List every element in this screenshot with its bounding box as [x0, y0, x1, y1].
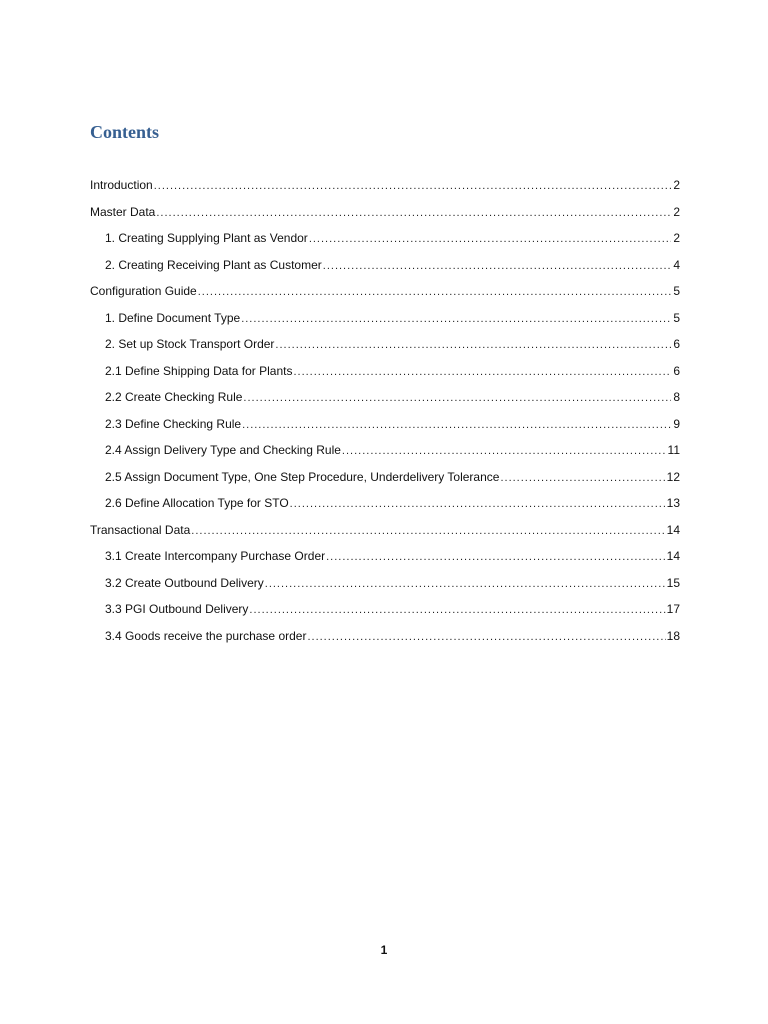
toc-entry-page: 2 [673, 231, 680, 245]
toc-entry-label: 3.2 Create Outbound Delivery [105, 575, 264, 590]
toc-entry-page: 17 [666, 602, 680, 616]
toc-entry[interactable] [90, 629, 680, 656]
toc-dot-leader [191, 525, 665, 537]
toc-dot-leader [323, 260, 671, 272]
toc-dot-leader [198, 286, 671, 298]
toc-entry-page: 8 [673, 390, 680, 404]
toc-dot-leader [265, 578, 666, 590]
toc-entry-label: 2.4 Assign Delivery Type and Checking Rule [105, 443, 341, 457]
toc-entry-label: 2. Creating Receiving Plant as Customer [105, 257, 322, 272]
toc-entry-label: 3.3 PGI Outbound Delivery [105, 602, 249, 616]
toc-dot-leader [243, 392, 671, 404]
toc-entry-label: 2.1 Define Shipping Data for Plants [105, 363, 293, 378]
toc-dot-leader [500, 472, 665, 484]
toc-entry-page: 6 [673, 363, 680, 378]
toc-entry-label: 2.3 Define Checking Rule [105, 416, 242, 431]
toc-entry[interactable] [90, 602, 680, 629]
toc-entry[interactable] [90, 576, 680, 603]
toc-entry-label: Configuration Guide [90, 284, 197, 298]
toc-entry[interactable] [90, 337, 680, 364]
toc-entry-page: 6 [673, 337, 680, 351]
toc-entry-page: 13 [666, 496, 680, 510]
toc-dot-leader [307, 631, 665, 643]
toc-entry-label: 3.1 Create Intercompany Purchase Order [105, 549, 326, 563]
toc-entry[interactable] [90, 311, 680, 338]
toc-entry-label: 1. Define Document Type [105, 310, 241, 325]
toc-entry[interactable] [90, 205, 680, 232]
toc-entry[interactable] [90, 390, 680, 417]
toc-entry-page: 18 [666, 628, 680, 643]
toc-entry-label: 3.4 Goods receive the purchase order [105, 628, 307, 643]
toc-entry[interactable] [90, 470, 680, 497]
toc-entry-label: 2.6 Define Allocation Type for STO [105, 496, 289, 510]
toc-dot-leader [326, 551, 666, 563]
table-of-contents [90, 178, 680, 655]
toc-entry-page: 4 [673, 257, 680, 272]
toc-entry-label: 2. Set up Stock Transport Order [105, 337, 275, 351]
toc-entry-page: 11 [667, 443, 680, 457]
toc-dot-leader [241, 313, 671, 325]
toc-dot-leader [154, 180, 671, 192]
toc-entry-label: Transactional Data [90, 522, 191, 537]
toc-entry[interactable] [90, 443, 680, 470]
toc-dot-leader [275, 339, 671, 351]
contents-heading: Contents [90, 122, 160, 142]
toc-entry-page: 12 [666, 469, 680, 484]
toc-entry-page: 5 [673, 310, 680, 325]
toc-entry-page: 2 [673, 204, 680, 219]
toc-entry-page: 15 [666, 575, 680, 590]
toc-entry-page: 2 [673, 178, 680, 192]
toc-entry-label: 2.2 Create Checking Rule [105, 390, 243, 404]
toc-entry[interactable] [90, 417, 680, 444]
toc-dot-leader [242, 419, 671, 431]
toc-entry-page: 14 [666, 522, 680, 537]
toc-entry-label: Introduction [90, 178, 153, 192]
page-number: 1 [380, 943, 388, 957]
toc-entry[interactable] [90, 284, 680, 311]
toc-dot-leader [249, 604, 665, 616]
toc-entry-label: Master Data [90, 204, 156, 219]
toc-dot-leader [290, 498, 666, 510]
toc-entry-page: 5 [673, 284, 680, 298]
toc-entry[interactable] [90, 231, 680, 258]
toc-entry[interactable] [90, 178, 680, 205]
toc-dot-leader [293, 366, 671, 378]
toc-entry-label: 1. Creating Supplying Plant as Vendor [105, 231, 308, 245]
toc-entry[interactable] [90, 549, 680, 576]
toc-entry[interactable] [90, 496, 680, 523]
toc-entry[interactable] [90, 523, 680, 550]
toc-dot-leader [156, 207, 671, 219]
toc-entry-page: 14 [666, 549, 680, 563]
toc-dot-leader [309, 233, 671, 245]
toc-entry[interactable] [90, 258, 680, 285]
toc-entry[interactable] [90, 364, 680, 391]
toc-entry-label: 2.5 Assign Document Type, One Step Procedure, Underdelivery Tolerance [105, 469, 500, 484]
toc-entry-page: 9 [673, 416, 680, 431]
toc-dot-leader [342, 445, 667, 457]
